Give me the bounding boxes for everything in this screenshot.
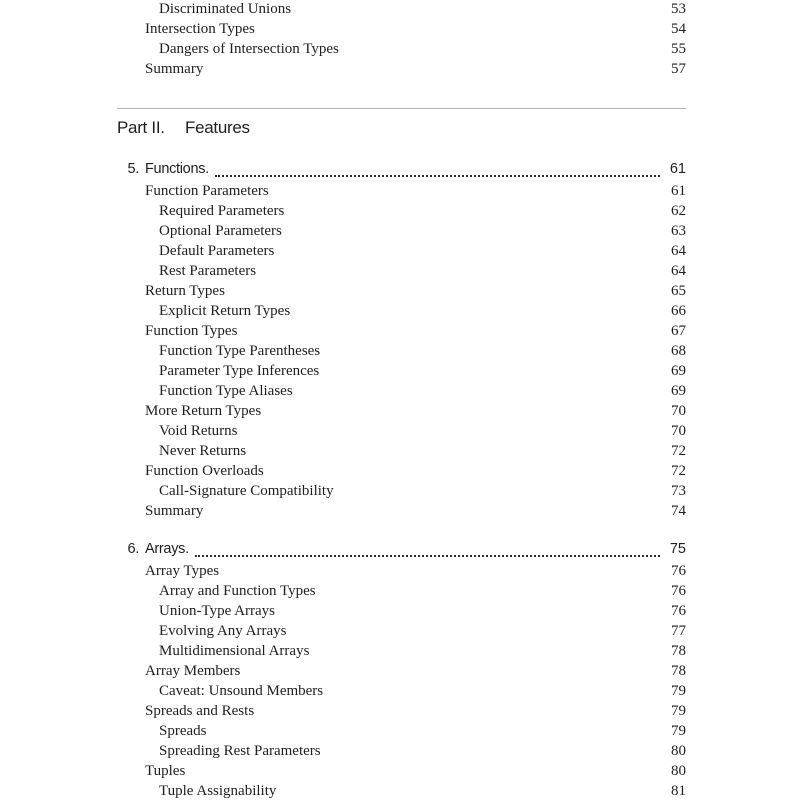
part-label: Part II. [117,118,165,137]
toc-entry-title: Caveat: Unsound Members [159,683,324,699]
toc-entry-title: Never Returns [159,443,247,459]
chapter-number: 5. [127,161,139,177]
toc-entry-title: Array Members [145,663,241,679]
toc-entry[interactable] [0,181,686,201]
toc-entry-title: More Return Types [145,403,262,419]
toc-entry-page: 79 [671,683,686,699]
toc-entry-page: 80 [671,763,686,779]
toc-entry[interactable] [0,421,686,441]
toc-entry-title: Function Type Parentheses [159,343,321,359]
toc-entry-page: 65 [671,283,686,299]
toc-entry-title: Default Parameters [159,243,275,259]
toc-entry[interactable] [0,341,686,361]
toc-entry-title: Evolving Any Arrays [159,623,287,639]
toc-entry-page: 78 [671,643,686,659]
toc-entry-page: 55 [671,41,686,57]
toc-entry-page: 80 [671,743,686,759]
toc-entry-page: 77 [671,623,686,639]
toc-entry-page: 69 [671,363,686,379]
toc-entry-page: 81 [671,783,686,799]
toc-entry-page: 69 [671,383,686,399]
chapter-heading-arrays[interactable] [0,538,686,560]
toc-entry[interactable] [0,581,686,601]
toc-entry[interactable] [0,201,686,221]
toc-entry-title: Summary [145,61,204,77]
toc-entry[interactable] [0,441,686,461]
toc-entry[interactable] [0,59,686,79]
toc-entry-title: Function Type Aliases [159,383,293,399]
toc-entry-page: 74 [671,503,686,519]
toc-entry[interactable] [0,241,686,261]
chapter-number: 6. [127,541,139,557]
toc-entry-title: Spreads and Rests [145,703,255,719]
toc-entry-page: 53 [671,1,686,17]
toc-entry-page: 54 [671,21,686,37]
toc-entry[interactable] [0,461,686,481]
toc-entry[interactable] [0,761,686,781]
chapter-heading-functions[interactable] [0,158,686,180]
toc-entry[interactable] [0,621,686,641]
toc-entry[interactable] [0,641,686,661]
toc-entry[interactable] [0,361,686,381]
toc-entry[interactable] [0,401,686,421]
toc-entry-title: Optional Parameters [159,223,282,239]
toc-entry-title: Array Types [145,563,220,579]
toc-entry-page: 72 [671,463,686,479]
toc-entry[interactable] [0,561,686,581]
toc-entry[interactable] [0,601,686,621]
toc-entry-page: 63 [671,223,686,239]
toc-entry-title: Dangers of Intersection Types [159,41,339,57]
toc-entry-title: Explicit Return Types [159,303,291,319]
chapter-title: Functions. [145,158,211,180]
toc-entry[interactable] [0,481,686,501]
toc-entry-page: 66 [671,303,686,319]
chapter-title: Arrays. [145,538,191,560]
toc-entry-title: Return Types [145,283,225,299]
toc-entry-title: Call-Signature Compatibility [159,483,334,499]
toc-entry[interactable] [0,39,686,59]
toc-entry-title: Tuple Assignability [159,783,277,799]
toc-entry-page: 57 [671,61,686,77]
toc-entry[interactable] [0,221,686,241]
toc-entry-page: 67 [671,323,686,339]
toc-entry-page: 73 [671,483,686,499]
toc-entry-title: Parameter Type Inferences [159,363,320,379]
toc-entry[interactable] [0,301,686,321]
toc-entry-page: 78 [671,663,686,679]
toc-entry-page: 61 [671,183,686,199]
toc-entry[interactable] [0,741,686,761]
toc-entry-page: 76 [671,583,686,599]
toc-entry-title: Tuples [145,763,186,779]
toc-entry[interactable] [0,0,686,19]
toc-entry-title: Function Overloads [145,463,264,479]
toc-entry-page: 64 [671,263,686,279]
toc-entry-page: 62 [671,203,686,219]
toc-entry-page: 70 [671,403,686,419]
toc-entry-page: 76 [671,563,686,579]
toc-entry-title: Function Parameters [145,183,269,199]
toc-entry-title: Union-Type Arrays [159,603,276,619]
toc-entry[interactable] [0,701,686,721]
toc-entry-title: Void Returns [159,423,238,439]
toc-entry-title: Summary [145,503,204,519]
toc-entry[interactable] [0,501,686,521]
toc-entry-title: Required Parameters [159,203,285,219]
toc-entry-page: 70 [671,423,686,439]
toc-entry[interactable] [0,681,686,701]
toc-entry[interactable] [0,261,686,281]
toc-entry-title: Multidimensional Arrays [159,643,310,659]
toc-entry-page: 76 [671,603,686,619]
toc-entry[interactable] [0,381,686,401]
toc-entry-title: Function Types [145,323,238,339]
toc-entry-page: 79 [671,703,686,719]
chapter-page: 75 [666,538,686,560]
dot-leader [215,163,660,177]
toc-entry-page: 64 [671,243,686,259]
toc-entry-title: Spreading Rest Parameters [159,743,321,759]
part-title: Features [185,118,250,137]
toc-entry[interactable] [0,781,686,801]
toc-entry[interactable] [0,19,686,39]
part-divider-rule [117,108,686,109]
toc-entry-title: Spreads [159,723,207,739]
toc-entry-title: Discriminated Unions [159,1,292,17]
toc-entry-page: 72 [671,443,686,459]
toc-entry[interactable] [0,721,686,741]
toc-entry-page: 79 [671,723,686,739]
toc-entry[interactable] [0,321,686,341]
chapter-page: 61 [666,158,686,180]
toc-entry[interactable] [0,661,686,681]
toc-entry[interactable] [0,281,686,301]
toc-entry-page: 68 [671,343,686,359]
toc-entry-title: Intersection Types [145,21,255,37]
toc-entry-title: Array and Function Types [159,583,316,599]
toc-entry-title: Rest Parameters [159,263,257,279]
dot-leader [195,543,660,557]
